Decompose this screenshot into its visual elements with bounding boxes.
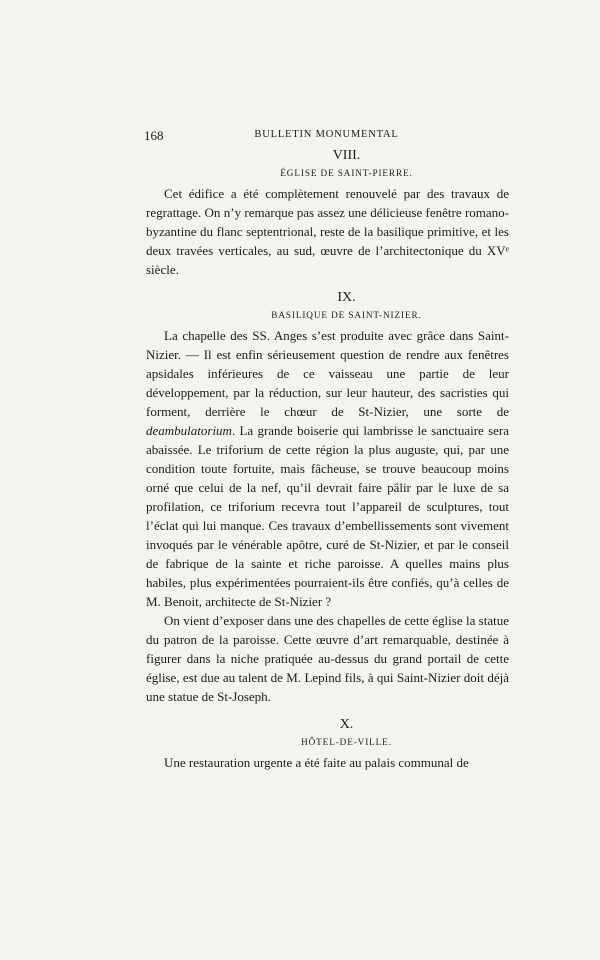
section-basilique-saint-nizier [146,289,509,706]
section-title: ÉGLISE DE SAINT-PIERRE. [280,168,413,178]
section-number: X. [339,717,354,732]
paragraph: Une restauration urgente a été faite au palais communal de [164,755,469,770]
section-hotel-de-ville [146,716,509,772]
section-title: BASILIQUE DE SAINT-NIZIER. [271,310,422,320]
page-number: 168 [144,128,164,143]
italic-term: deambulatorium [146,423,232,438]
text-block [146,147,509,772]
paragraph: Cet édifice a été complètement renouvelé par des travaux de regrattage. On n’y remarque pas assez une délicieuse fenêtre romano-byzantine du flanc septentrional, reste de la basilique primitive, et les deux travées verticales, au sud, œuvre de l’architectonique du XVᵉ siècle. [146,186,509,277]
section-title: HÔTEL-DE-VILLE. [301,737,392,747]
running-head [144,128,509,144]
section-number: IX. [337,290,356,305]
section-eglise-saint-pierre [146,147,509,279]
paragraph: On vient d’exposer dans une des chapelles de cette église la statue du patron de la paroisse. Cette œuvre d’art remarquable, destinée à figurer dans la niche pratiquée au-dessus du grand portail de cette église, est due au talent de M. Lepind fils, à qui Saint-Nizier doit déjà une statue de St-Joseph. [146,613,509,704]
journal-title: BULLETIN MONUMENTAL [254,129,399,140]
section-number: VIII. [332,148,361,163]
paragraph: La chapelle des SS. Anges s’est produite avec grâce dans Saint-Nizier. — Il est enfin sérieusement question de rendre aux fenêtres apsidales inférieures de ce vaisseau une partie de leur développement, par la réduction, sur leur hauteur, des sacristies qui forment, derrière le chœur de St-Nizier, une sorte de deambulatorium. La grande boiserie qui lambrisse le sanctuaire sera abaissée. Le triforium de cette région la plus auguste, qui, par une condition toute fortuite, mais fâcheuse, se trouve beaucoup moins orné que celui de la nef, qu’il devrait faire pâlir par le luxe de sa profilation, ce triforium recevra tout l’appareil de sculptures, tout l’éclat qui lui manque. Ces travaux d’embellissements sont vivement invoqués par le vénérable apôtre, curé de St-Nizier, et par le conseil de fabrique de la sainte et riche paroisse. A quelles mains plus habiles, plus expérimentées pourraient-ils être confiés, qu’à celles de M. Benoit, architecte de St-Nizier ? [146,328,509,609]
